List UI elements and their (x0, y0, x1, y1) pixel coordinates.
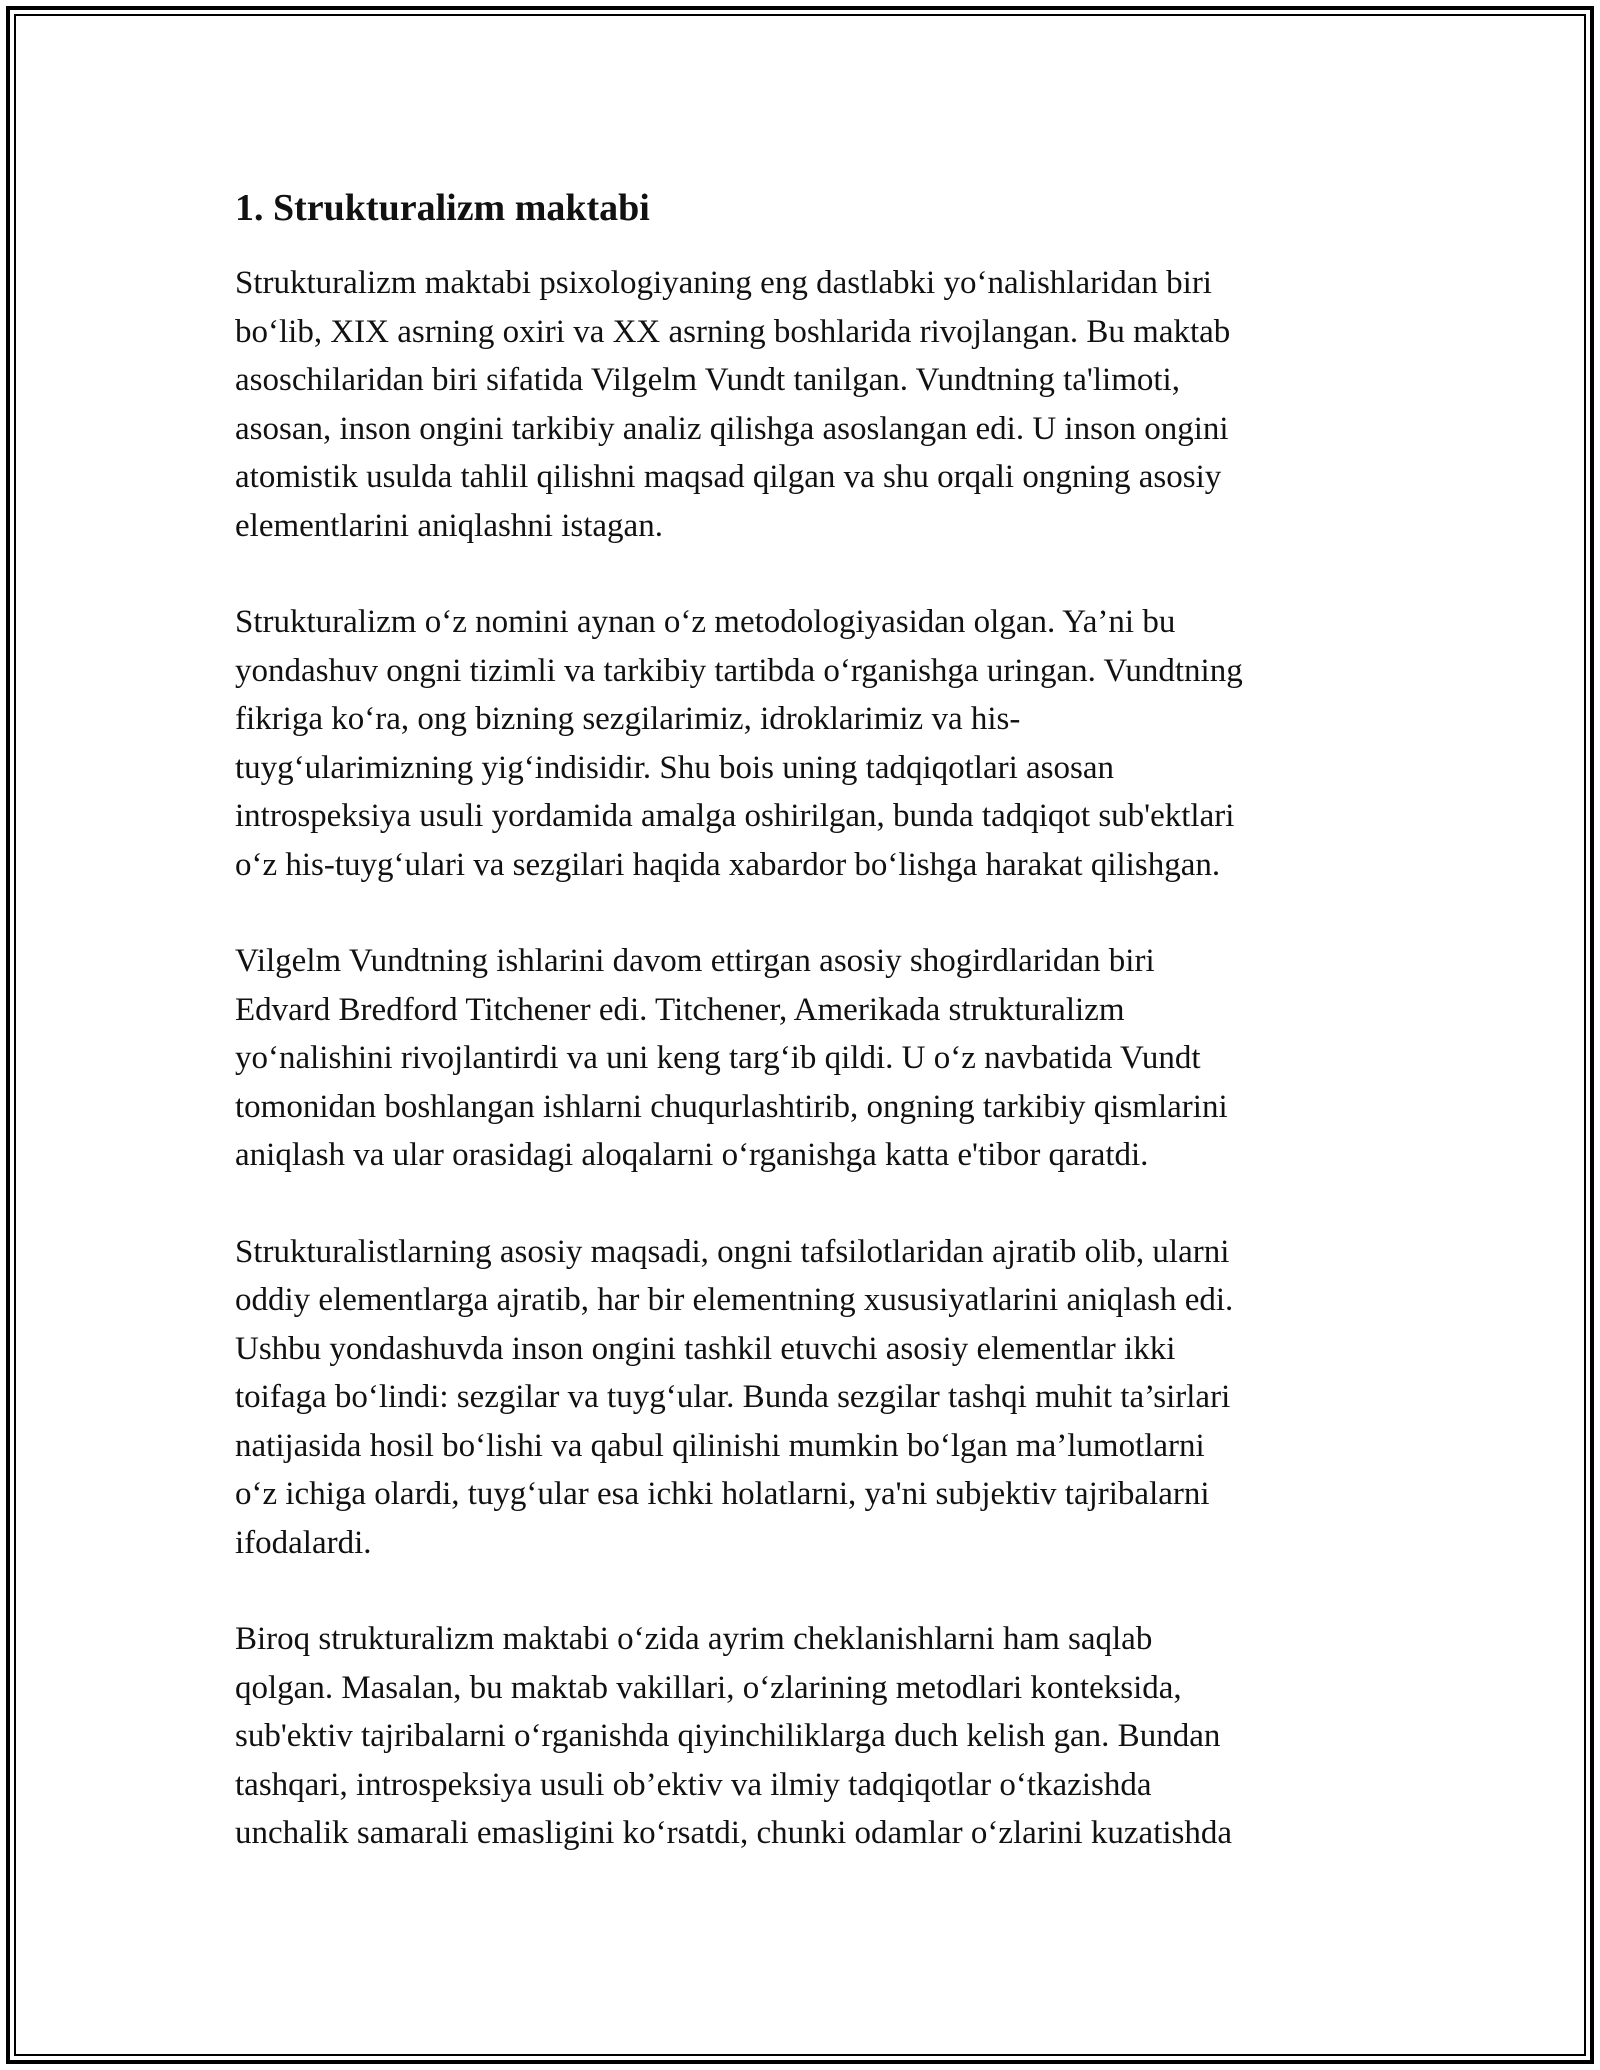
text-line: Biroq strukturalizm maktabi o‘zida ayrim cheklanishlarni ham saqlab (235, 1621, 1153, 1657)
text-line: elementlarini aniqlashni istagan. (235, 507, 663, 544)
paragraph-4 (235, 1228, 1385, 1568)
text-line: oddiy elementlarga ajratib, har bir elementning xususiyatlarini aniqlash edi. (235, 1282, 1234, 1318)
text-line: tashqari, introspeksiya usuli ob’ektiv va ilmiy tadqiqotlar o‘tkazishda (235, 1766, 1152, 1803)
text-line: fikriga ko‘ra, ong bizning sezgilarimiz, idroklarimiz va his- (235, 701, 1021, 737)
text-line: o‘z ichiga olardi, tuyg‘ular esa ichki holatlarni, ya'ni subjektiv tajribalarni (235, 1476, 1210, 1512)
text-line: introspeksiya usuli yordamida amalga oshirilgan, bunda tadqiqot sub'ektlari (235, 798, 1235, 834)
text-line: natijasida hosil bo‘lishi va qabul qilinishi mumkin bo‘lgan ma’lumotlarni (235, 1427, 1205, 1464)
text-line: sub'ektiv tajribalarni o‘rganishda qiyinchiliklarga duch kelish gan. Bundan (235, 1718, 1221, 1754)
text-line: tomonidan boshlangan ishlarni chuqurlashtirib, ongning tarkibiy qismlarini (235, 1088, 1228, 1125)
paragraph-5 (235, 1615, 1385, 1858)
text-line: Strukturalistlarning asosiy maqsadi, ongni tafsilotlaridan ajratib olib, ularni (235, 1233, 1230, 1270)
document-body (235, 185, 1385, 1906)
text-line: atomistik usulda tahlil qilishni maqsad qilgan va shu orqali ongning asosiy (235, 459, 1222, 495)
paragraph-1 (235, 259, 1385, 550)
text-line: unchalik samarali emasligini ko‘rsatdi, chunki odamlar o‘zlarini kuzatishda (235, 1815, 1233, 1851)
text-line: Vilgelm Vundtning ishlarini davom ettirgan asosiy shogirdlaridan biri (235, 943, 1155, 979)
text-line: qolgan. Masalan, bu maktab vakillari, o‘zlarining metodlari konteksida, (235, 1669, 1182, 1706)
text-line: yo‘nalishini rivojlantirdi va uni keng targ‘ib qildi. U o‘z navbatida Vundt (235, 1040, 1201, 1076)
text-line: Edvard Bredford Titchener edi. Titchener, Amerikada strukturalizm (235, 991, 1125, 1028)
text-line: asoschilaridan biri sifatida Vilgelm Vundt tanilgan. Vundtning ta'limoti, (235, 362, 1180, 398)
paragraph-2 (235, 598, 1385, 889)
text-line: yondashuv ongni tizimli va tarkibiy tartibda o‘rganishga uringan. Vundtning (235, 652, 1243, 689)
text-line: o‘z his-tuyg‘ulari va sezgilari haqida xabardor bo‘lishga harakat qilishgan. (235, 846, 1221, 883)
text-line: Strukturalizm maktabi psixologiyaning eng dastlabki yo‘nalishlaridan biri (235, 265, 1212, 301)
text-line: ifodalardi. (235, 1524, 372, 1561)
text-line: asosan, inson ongini tarkibiy analiz qilishga asoslangan edi. U inson ongini (235, 410, 1229, 447)
text-line: tuyg‘ularimizning yig‘indisidir. Shu bois uning tadqiqotlari asosan (235, 749, 1115, 786)
text-line: toifaga bo‘lindi: sezgilar va tuyg‘ular. Bunda sezgilar tashqi muhit ta’sirlari (235, 1379, 1231, 1415)
text-line: Ushbu yondashuvda inson ongini tashkil etuvchi asosiy elementlar ikki (235, 1330, 1176, 1367)
text-line: bo‘lib, XIX asrning oxiri va XX asrning boshlarida rivojlangan. Bu maktab (235, 313, 1231, 350)
text-line: aniqlash va ular orasidagi aloqalarni o‘rganishga katta e'tibor qaratdi. (235, 1137, 1149, 1173)
section-heading: 1. Strukturalizm maktabi (235, 187, 650, 229)
paragraph-3 (235, 937, 1385, 1180)
text-line: Strukturalizm o‘z nomini aynan o‘z metodologiyasidan olgan. Ya’ni bu (235, 604, 1176, 640)
